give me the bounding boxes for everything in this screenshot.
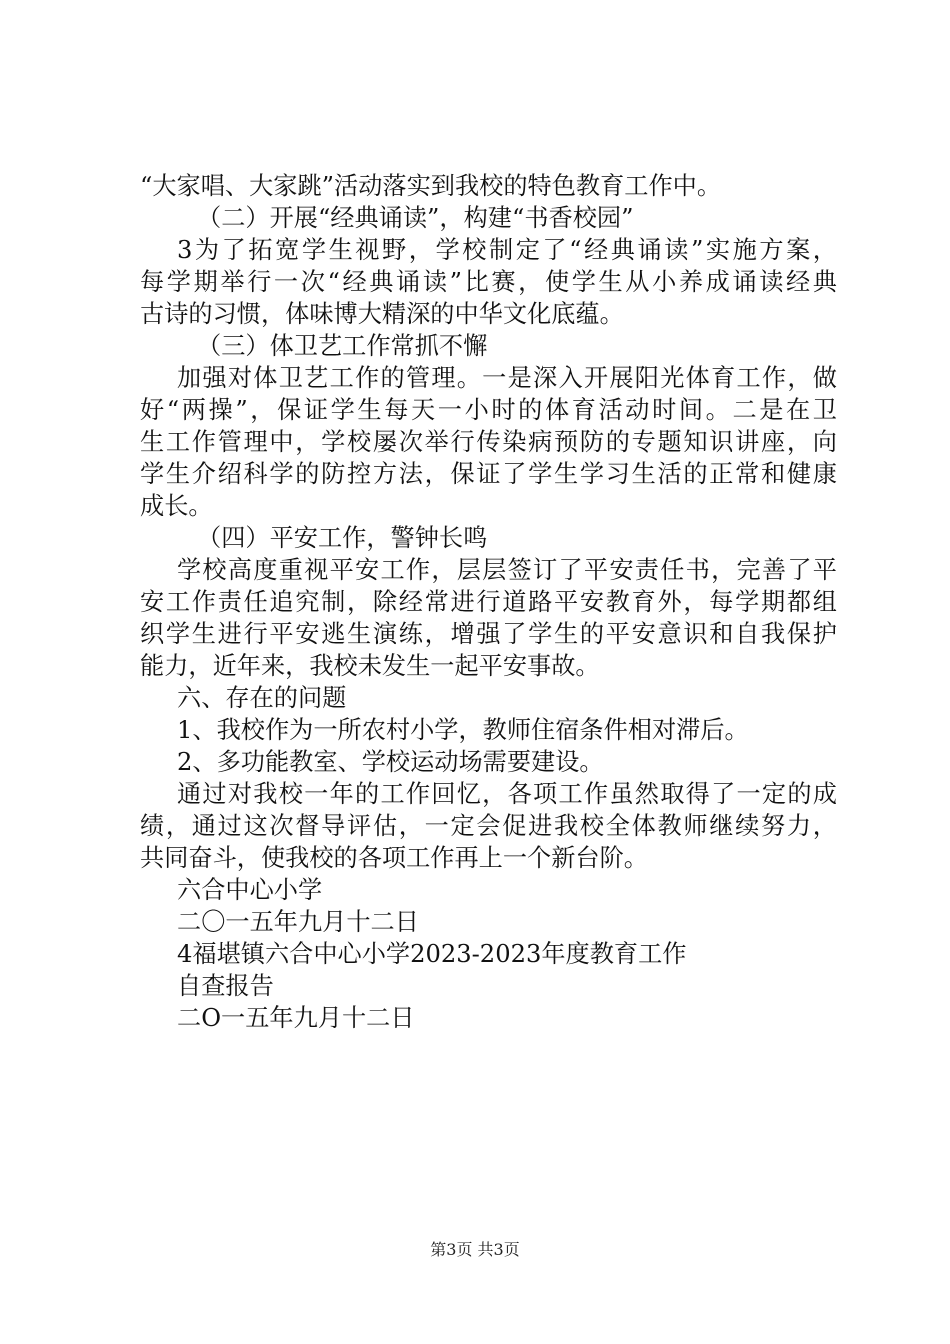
paragraph-line: 加强对体卫艺工作的管理。一是深入开展阳光体育工作，做: [177, 364, 837, 392]
paragraph-line: 3为了拓宽学生视野，学校制定了“经典诵读”实施方案，: [177, 236, 837, 264]
paragraph-line: 织学生进行平安逃生演练，增强了学生的平安意识和自我保护: [140, 620, 837, 648]
report-title-continued: 自查报告: [177, 972, 274, 1000]
paragraph-line: 通过对我校一年的工作回忆，各项工作虽然取得了一定的成: [177, 780, 837, 808]
paragraph-line: 2、多功能教室、学校运动场需要建设。: [177, 748, 604, 776]
paragraph-line: 1、我校作为一所农村小学，教师住宿条件相对滞后。: [177, 716, 749, 744]
paragraph-line: 古诗的习惯，体味博大精深的中华文化底蕴。: [140, 300, 624, 328]
paragraph-line: “大家唱、大家跳”活动落实到我校的特色教育工作中。: [140, 172, 722, 200]
paragraph-line: 安工作责任追究制，除经常进行道路平安教育外，每学期都组: [140, 588, 837, 616]
paragraph-line: 好“两操”，保证学生每天一小时的体育活动时间。二是在卫: [140, 396, 837, 424]
report-title: 4福堪镇六合中心小学2023-2023年度教育工作: [177, 940, 687, 968]
section-heading: （三）体卫艺工作常抓不懈: [197, 332, 488, 360]
paragraph-line: 能力，近年来，我校未发生一起平安事故。: [140, 652, 600, 680]
signature-school: 六合中心小学: [177, 876, 323, 904]
section-heading: 六、存在的问题: [177, 684, 347, 712]
paragraph-line: 绩，通过这次督导评估，一定会促进我校全体教师继续努力，: [140, 812, 837, 840]
report-date: 二O一五年九月十二日: [177, 1004, 415, 1032]
signature-date: 二〇一五年九月十二日: [177, 908, 419, 936]
paragraph-line: 学校高度重视平安工作，层层签订了平安责任书，完善了平: [177, 556, 837, 584]
paragraph-line: 成长。: [140, 492, 213, 520]
section-heading: （二）开展“经典诵读”，构建“书香校园”: [197, 204, 634, 232]
paragraph-line: 共同奋斗，使我校的各项工作再上一个新台阶。: [140, 844, 648, 872]
paragraph-line: 学生介绍科学的防控方法，保证了学生学习生活的正常和健康: [140, 460, 837, 488]
document-body: [140, 170, 837, 1034]
paragraph-line: 每学期举行一次“经典诵读”比赛，使学生从小养成诵读经典: [140, 268, 837, 296]
page-number: 第3页 共3页: [430, 1240, 520, 1259]
page-footer: [0, 1238, 950, 1262]
section-heading: （四）平安工作，警钟长鸣: [197, 524, 488, 552]
paragraph-line: 生工作管理中，学校屡次举行传染病预防的专题知识讲座，向: [140, 428, 837, 456]
